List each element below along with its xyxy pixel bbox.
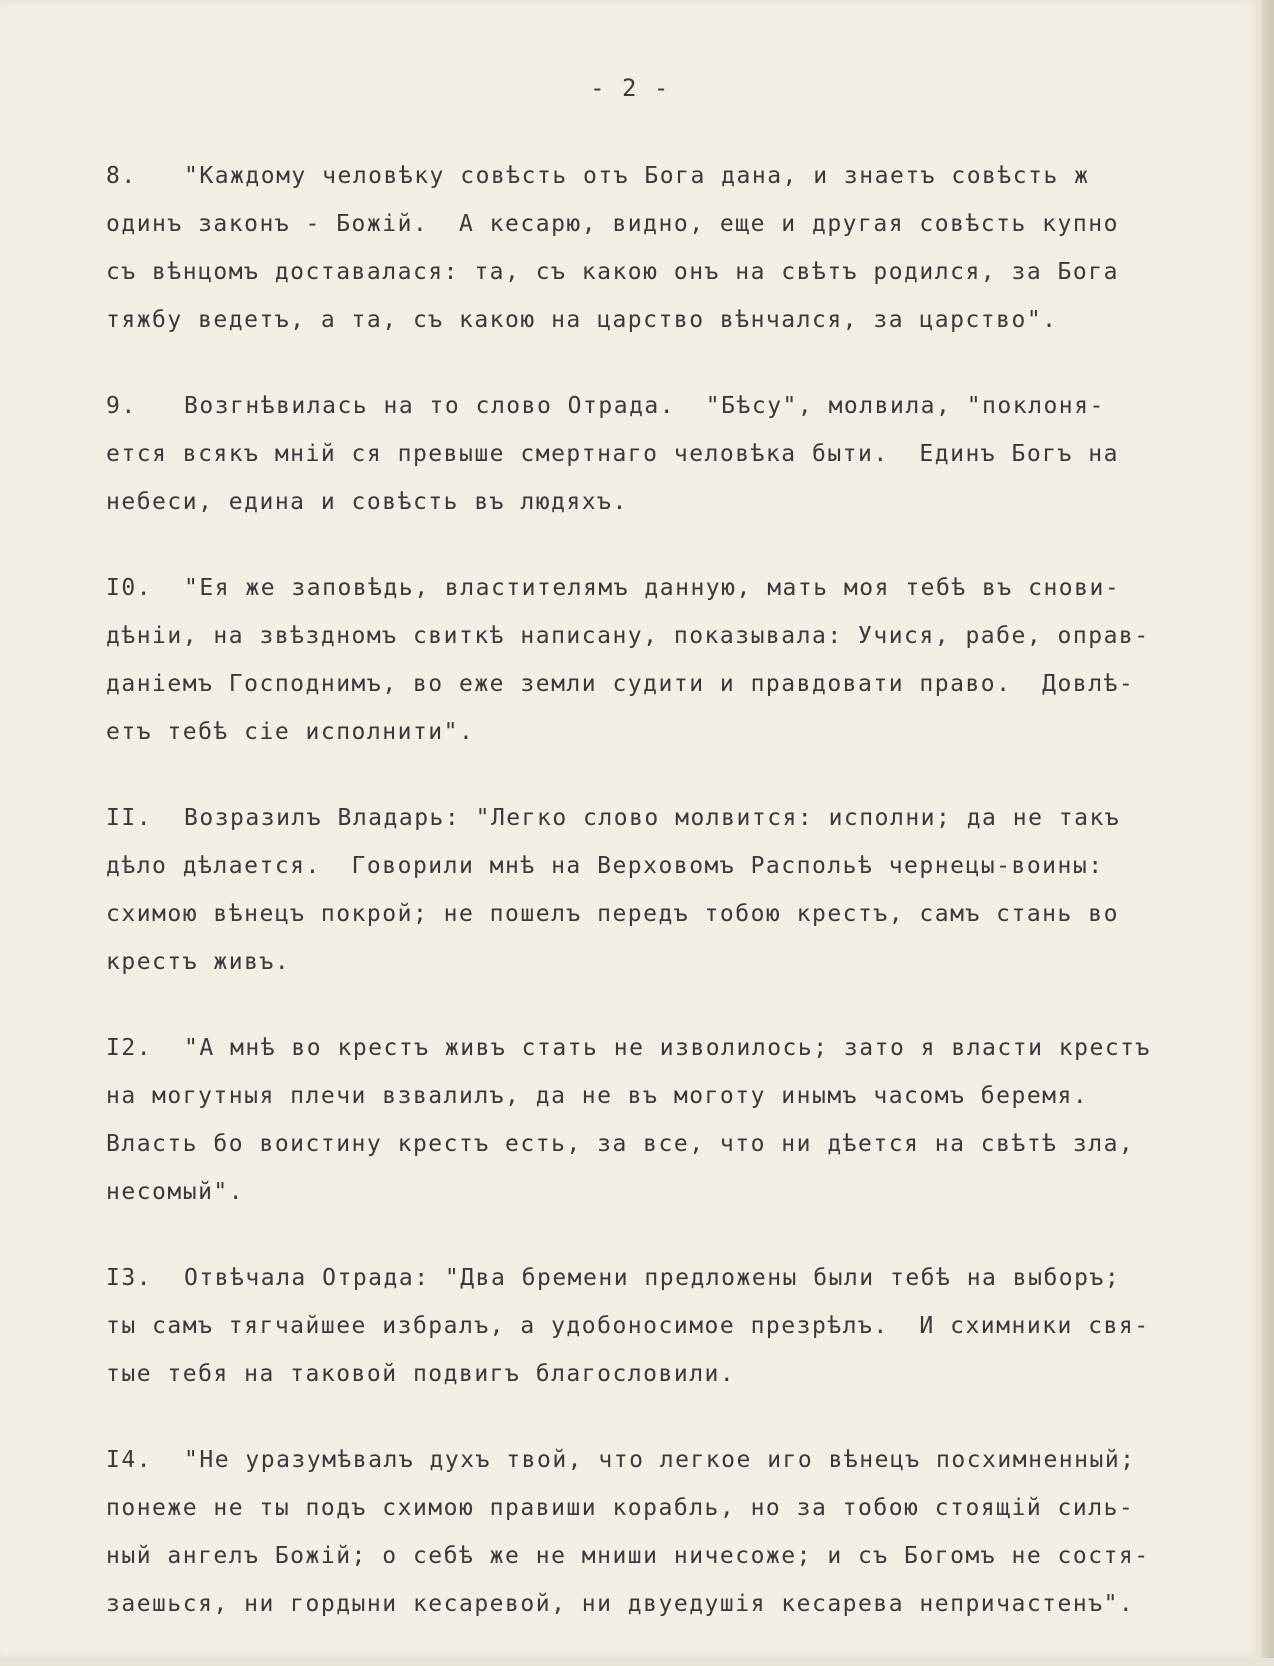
paragraph-line: несомый". bbox=[106, 1179, 245, 1205]
paragraph-line: тяжбу ведетъ, а та, съ какою на царство вѣнчался, за царство". bbox=[106, 307, 1058, 333]
paragraph-number: I3. bbox=[106, 1265, 153, 1291]
paragraph-13 bbox=[106, 1254, 1254, 1398]
paragraph-line: I4. "Не уразумѣвалъ духъ твой, что легкое иго вѣнецъ посхимненный; bbox=[106, 1436, 1254, 1484]
paragraph-line: етъ тебѣ сiе исполнити". bbox=[106, 719, 475, 745]
paragraph-line: небеси, едина и совѣсть въ людяхъ. bbox=[106, 489, 628, 515]
paragraph-number: 8. bbox=[106, 163, 137, 189]
paragraph-8 bbox=[106, 152, 1254, 344]
paragraph-line: ется всякъ мнiй ся превыше смертнаго человѣка быти. Единъ Богъ на bbox=[106, 441, 1119, 467]
paragraph-line: ный ангелъ Божiй; о себѣ же не мниши ничесоже; и съ Богомъ не состя- bbox=[106, 1543, 1150, 1569]
paragraph-line: заешься, ни гордыни кесаревой, ни двуедушiя кесарева непричастенъ". bbox=[106, 1591, 1135, 1617]
paragraph-line: схимою вѣнецъ покрой; не пошелъ передъ тобою крестъ, самъ стань во bbox=[106, 901, 1119, 927]
paragraph-line: данiемъ Господнимъ, во еже земли судити и правдовати право. Довлѣ- bbox=[106, 671, 1135, 697]
paragraph-line: I3. Отвѣчала Отрада: "Два бремени предложены были тебѣ на выборъ; bbox=[106, 1254, 1254, 1302]
paragraph-line: 8. "Каждому человѣку совѣсть отъ Бога дана, и знаетъ совѣсть ж bbox=[106, 152, 1254, 200]
typewritten-page bbox=[106, 68, 1254, 1666]
paragraph-line: одинъ законъ - Божiй. А кесарю, видно, еще и другая совѣсть купно bbox=[106, 211, 1119, 237]
paragraph-number: I4. bbox=[106, 1447, 153, 1473]
paper-edge bbox=[1262, 0, 1274, 1658]
paragraph-line: дѣло дѣлается. Говорили мнѣ на Верховомъ Распольѣ чернецы-воины: bbox=[106, 853, 1104, 879]
paragraph-10 bbox=[106, 564, 1254, 756]
paragraph-number: I2. bbox=[106, 1035, 153, 1061]
paragraph-line: Власть бо воистину крестъ есть, за все, что ни дѣется на свѣтѣ зла, bbox=[106, 1131, 1135, 1157]
paragraph-line: съ вѣнцомъ доставалася: та, съ какою онъ на свѣтъ родился, за Бога bbox=[106, 259, 1119, 285]
paragraph-line: II. Возразилъ Владарь: "Легко слово молвится: исполни; да не такъ bbox=[106, 794, 1254, 842]
paragraph-line: I2. "А мнѣ во крестъ живъ стать не изволилось; зато я власти крестъ bbox=[106, 1024, 1254, 1072]
paragraph-line: ты самъ тягчайшее избралъ, а удобоносимое презрѣлъ. И схимники свя- bbox=[106, 1313, 1150, 1339]
paragraph-line: дѣнiи, на звѣздномъ свиткѣ написану, показывала: Учися, рабе, оправ- bbox=[106, 623, 1150, 649]
paragraph-11 bbox=[106, 794, 1254, 986]
paragraph-9 bbox=[106, 382, 1254, 526]
paragraph-12 bbox=[106, 1024, 1254, 1216]
paragraph-line: I0. "Ея же заповѣдь, властителямъ данную, мать моя тебѣ въ снови- bbox=[106, 564, 1254, 612]
page-number: - 2 - bbox=[590, 74, 670, 102]
paragraph-line: на могутныя плечи взвалилъ, да не въ моготу инымъ часомъ беремя. bbox=[106, 1083, 1089, 1109]
paragraph-number: 9. bbox=[106, 393, 137, 419]
paragraph-line: крестъ живъ. bbox=[106, 949, 291, 975]
paragraph-line: тые тебя на таковой подвигъ благословили. bbox=[106, 1361, 736, 1387]
paragraph-number: I0. bbox=[106, 575, 153, 601]
paragraph-14 bbox=[106, 1436, 1254, 1628]
paragraph-line: 9. Возгнѣвилась на то слово Отрада. "Бѣсу", молвила, "поклоня- bbox=[106, 382, 1254, 430]
paragraph-line: понеже не ты подъ схимою правиши корабль, но за тобою стоящiй силь- bbox=[106, 1495, 1135, 1521]
paragraph-number: II. bbox=[106, 805, 153, 831]
